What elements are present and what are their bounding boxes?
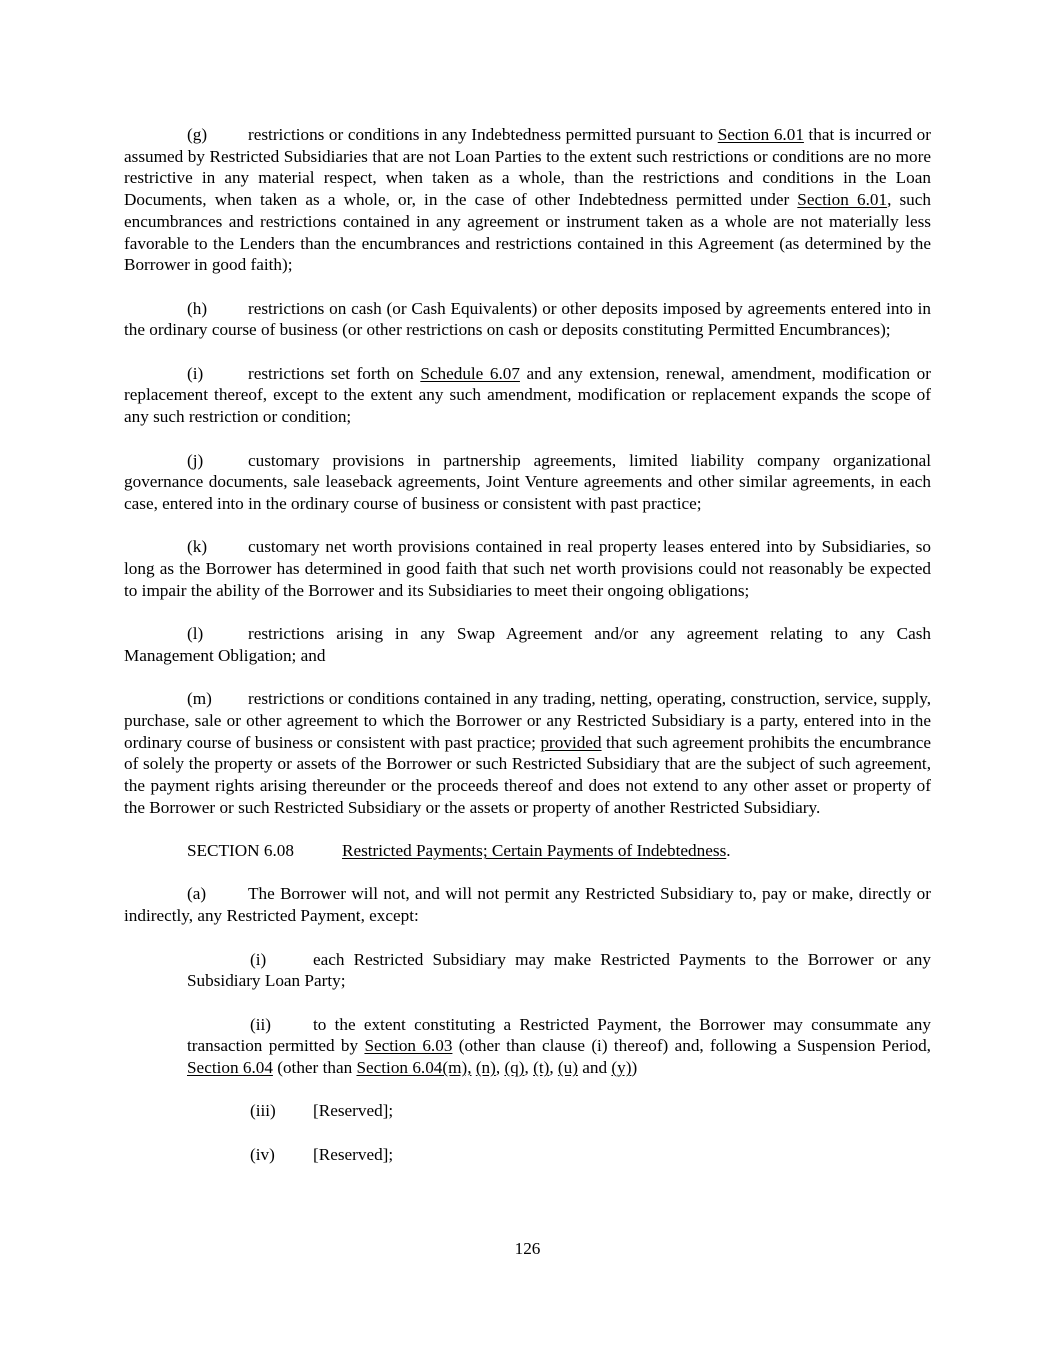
cross-reference: Section 6.03	[364, 1036, 453, 1056]
cross-reference: (y)	[611, 1058, 632, 1078]
clause-text: ,	[549, 1058, 558, 1078]
cross-reference: (n)	[475, 1058, 496, 1078]
clause-text: each Restricted Subsidiary may make Restricted Payments to the Borrower or any Subsidiary Loan Party;	[187, 949, 931, 991]
cross-reference: (t)	[533, 1058, 550, 1078]
clause-text: restrictions or conditions in any Indebtedness permitted pursuant to	[248, 125, 718, 144]
cross-reference: (q)	[504, 1058, 525, 1078]
clause-label: (iv)	[250, 1144, 275, 1164]
clause-text: restrictions arising in any Swap Agreement and/or any agreement relating to any Cash Management Obligation; and	[124, 624, 931, 665]
clause-text: , such encumbrances and restrictions contained in any agreement or instrument taken as a whole are not materially less favorable to the Lenders than the encumbrances and restrictions contained in this Agreement (as determined by the Borrower in good faith);	[124, 190, 931, 275]
clause-label: (a)	[187, 884, 207, 904]
clause-text: customary provisions in partnership agreements, limited liability company organizational governance documents, sale leaseback agreements, Joint Venture agreements and other similar agreements, in each case, entered into in the ordinary course of business or consistent with past practice;	[124, 450, 931, 513]
clause-text: that such agreement prohibits the encumbrance of solely the property or assets of the Borrower or such Restricted Subsidiary that are the subject of such agreement, the payment rights arising thereunder or the proceeds thereof and does not extend to any other asset or property of the Borrower or such Restricted Subsidiary or the assets or property of another Restricted Subsidiary.	[124, 732, 931, 817]
clause-text: (other than clause (i) thereof) and, following a Suspension Period,	[452, 1036, 931, 1056]
clause-text: [Reserved];	[313, 1101, 394, 1121]
clause-text: )	[631, 1058, 638, 1078]
clause-label: (g)	[187, 125, 208, 144]
cross-reference: provided	[540, 732, 602, 752]
clause-label: (i)	[250, 949, 267, 969]
cross-reference: (u)	[557, 1058, 578, 1078]
clause-text: ,	[524, 1058, 534, 1078]
clause-text: customary net worth provisions contained in real property leases entered into by Subsidiaries, so long as the Borrower has determined in good faith that such net worth provisions could not reasonably be expected to impair the ability of the Borrower and its Subsidiaries to meet their ongoing obligations;	[124, 537, 931, 600]
clause-paragraph	[124, 883, 931, 926]
clause-text: and	[577, 1058, 612, 1078]
clause-label: SECTION 6.08	[187, 841, 294, 861]
clause-paragraph	[124, 363, 931, 428]
clause-paragraph	[124, 688, 931, 818]
clause-label: (iii)	[250, 1101, 276, 1121]
clause-label: (l)	[187, 624, 204, 644]
clause-paragraph	[124, 298, 931, 341]
clause-label: (i)	[187, 363, 204, 383]
cross-reference: Section 6.04(m),	[356, 1058, 472, 1078]
clause-text: (other than	[272, 1058, 357, 1078]
section-heading	[124, 840, 931, 862]
clause-paragraph	[187, 1014, 931, 1079]
cross-reference: Section 6.04	[187, 1058, 273, 1078]
clause-label: (j)	[187, 450, 204, 470]
clause-paragraph	[187, 1144, 931, 1166]
clause-text: to the extent constituting a Restricted Payment, the Borrower may consummate any transaction permitted by	[187, 1014, 931, 1056]
clause-text: restrictions on cash (or Cash Equivalents) or other deposits imposed by agreements entered into in the ordinary course of business (or other restrictions on cash or deposits constituting Permitted Encumbrances);	[124, 298, 931, 340]
clause-paragraph	[124, 124, 931, 276]
page-number: 126	[514, 1239, 541, 1258]
cross-reference: Restricted Payments; Certain Payments of Indebtedness	[342, 841, 727, 861]
cross-reference: Section 6.01	[797, 190, 888, 210]
cross-reference: Schedule 6.07	[420, 363, 520, 383]
cross-reference: Section 6.01	[717, 125, 804, 144]
clause-text: restrictions or conditions contained in any trading, netting, operating, construction, service, supply, purchase, sale or other agreement to which the Borrower or any Restricted Subsidiary is a party, entered into in the ordinary course of business or consistent with past practice;	[124, 689, 931, 752]
clause-text: that is incurred or assumed by Restricted Subsidiaries that are not Loan Parties to the extent such restrictions or conditions are no more restrictive in any material respect, when taken as a whole, than the restrictions and conditions in the Loan Documents, when taken as a whole, or, in the case of other Indebtedness permitted under	[124, 125, 931, 210]
clause-paragraph	[187, 949, 931, 992]
clause-text: [Reserved];	[313, 1144, 394, 1164]
clause-paragraph	[187, 1100, 931, 1122]
clause-text: and any extension, renewal, amendment, modification or replacement thereof, except to the extent any such amendment, modification or replacement expands the scope of any such restriction or condition;	[124, 363, 931, 427]
clause-text: ,	[495, 1058, 505, 1078]
clause-text: The Borrower will not, and will not permit any Restricted Subsidiary to, pay or make, directly or indirectly, any Restricted Payment, except:	[124, 884, 931, 926]
clause-text: .	[726, 841, 731, 861]
clause-label: (k)	[187, 537, 208, 557]
clause-label: (m)	[187, 689, 212, 709]
clause-label: (h)	[187, 298, 208, 318]
clause-label: (ii)	[250, 1014, 271, 1034]
clause-paragraph	[124, 450, 931, 515]
document-body	[124, 124, 931, 1187]
clause-paragraph	[124, 536, 931, 601]
clause-paragraph	[124, 623, 931, 666]
clause-text: restrictions set forth on	[248, 363, 421, 383]
